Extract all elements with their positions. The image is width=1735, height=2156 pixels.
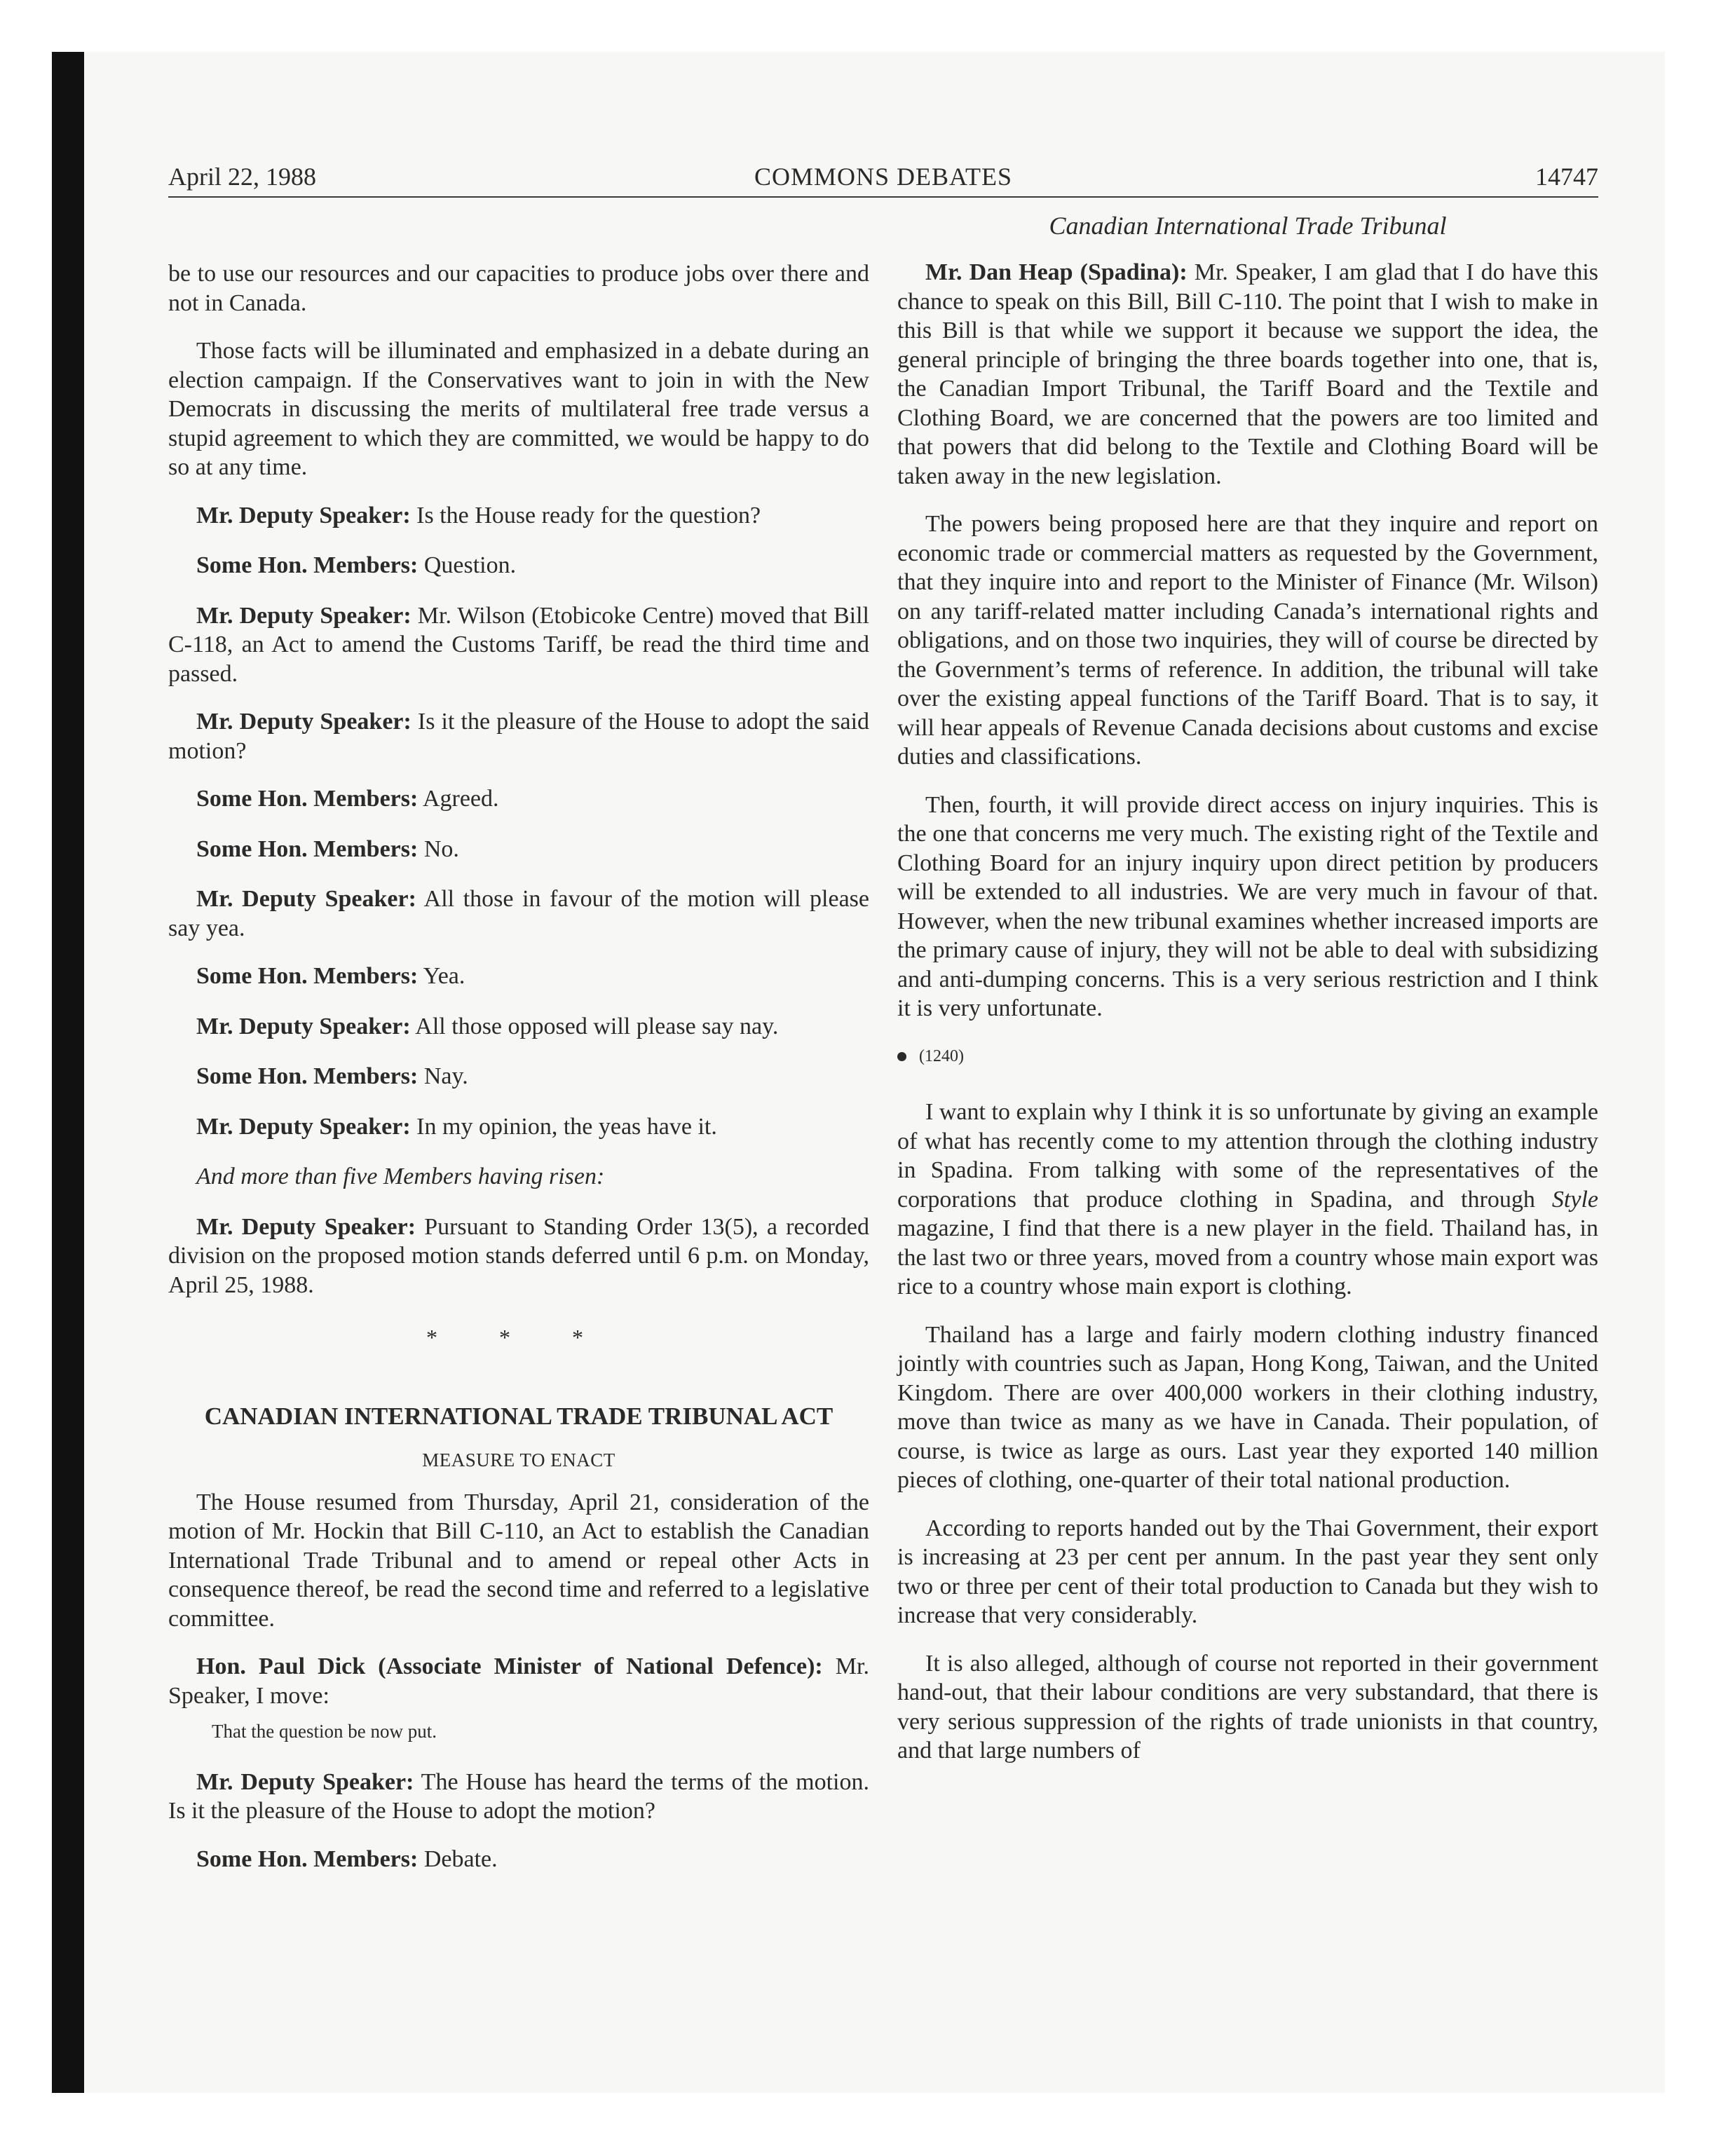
timestamp-marker bbox=[897, 1042, 1598, 1072]
speech bbox=[168, 784, 869, 814]
motion-quote: That the question be now put. bbox=[212, 1721, 437, 1742]
paragraph-text: magazine, I find that there is a new player in the field. Thailand has, in the last two or three years, moved from a country whose main export was rice to a country whose main export is clothing. bbox=[897, 1215, 1598, 1299]
speaker: Some Hon. Members: bbox=[196, 786, 419, 812]
speech-text: Nay. bbox=[418, 1063, 468, 1089]
speaker: Mr. Deputy Speaker: bbox=[196, 502, 411, 528]
speech-text: Mr. Speaker, I move: bbox=[168, 1653, 869, 1709]
speech-text: Mr. Speaker, I am glad that I do have this chance to speak on this Bill, Bill C-110. The point that I wish to make in this Bill is that while we support it because we support the idea, the general principle of bringing the three boards together into one, that is, the Canadian Import Tribunal, the Tariff Board and the Textile and Clothing Board, we are concerned that the powers are too limited and that powers that did belong to the Textile and Clothing Board will be taken away in the new legislation. bbox=[897, 259, 1598, 489]
speech-text: In my opinion, the yeas have it. bbox=[410, 1113, 717, 1140]
speech bbox=[168, 1768, 869, 1826]
speech-text: Agreed. bbox=[418, 786, 499, 812]
paragraph: Those facts will be illuminated and emphasized in a debate during an election campaign. If the Conservatives want to join in with the New Democrats in discussing the merits of multilateral free trade versus a stupid agreement to which they are committed, we would be happy to do so at any time. bbox=[168, 338, 869, 480]
left-column bbox=[168, 259, 869, 1892]
speaker: Some Hon. Members: bbox=[196, 835, 419, 862]
speaker: Mr. Dan Heap (Spadina): bbox=[925, 259, 1188, 285]
header-date: April 22, 1988 bbox=[168, 163, 316, 191]
running-head: Canadian International Trade Tribunal bbox=[1049, 212, 1447, 240]
header-rule bbox=[168, 196, 1598, 198]
speaker: Mr. Deputy Speaker: bbox=[196, 1768, 414, 1795]
speech-text: Is the House ready for the question? bbox=[410, 502, 761, 528]
scan-margin-top bbox=[0, 0, 1735, 52]
paragraph: The House resumed from Thursday, April 21, consideration of the motion of Mr. Hockin that Bill C-110, an Act to establish the Canadian International Trade Tribunal and to amend or repeal other Acts in consequence thereof, be read the second time and referred to a legislative committee. bbox=[168, 1489, 869, 1632]
paragraph: The powers being proposed here are that they inquire and report on economic trade or commercial matters as requested by the Government, that they inquire into and report to the Minister of Finance (Mr. Wilson) on any tariff-related matter including Canada’s international rights and obligations, and on those two inquiries, they will of course be directed by the Government’s terms of reference. In addition, the tribunal will take over the existing appeal functions of the Tariff Board. That is to say, it will hear appeals of Revenue Canada decisions about customs and excise duties and classifications. bbox=[897, 511, 1598, 770]
speaker: Some Hon. Members: bbox=[196, 552, 419, 578]
scan-margin-bottom bbox=[0, 2093, 1735, 2156]
speech bbox=[168, 501, 869, 531]
paragraph: It is also alleged, although of course not reported in their government hand-out, that their labour conditions are very substandard, that there is very serious suppression of the rights of trade unionists in that country, and that large numbers of bbox=[897, 1650, 1598, 1763]
speaker: Mr. Deputy Speaker: bbox=[196, 602, 411, 629]
paragraph: Then, fourth, it will provide direct access on injury inquiries. This is the one that concerns me very much. The existing right of the Textile and Clothing Board for an injury inquiry upon direct petition by producers will be extended to all industries. We are very much in favour of that. However, when the new tribunal examines whether increased imports are the primary cause of injury, they will not be able to deal with subsidizing and anti-dumping concerns. This is a very serious restriction and I think it is very unfortunate. bbox=[897, 791, 1598, 1021]
paragraph: be to use our resources and our capacities to produce jobs over there and not in Canada. bbox=[168, 261, 869, 316]
speech bbox=[168, 835, 869, 864]
speech-text: No. bbox=[418, 835, 459, 862]
speech-text: Yea. bbox=[418, 963, 465, 989]
speech-text: Is it the pleasure of the House to adopt the said motion? bbox=[168, 709, 870, 764]
scan-margin-left bbox=[0, 0, 52, 2156]
speaker: Hon. Paul Dick (Associate Minister of National Defence): bbox=[196, 1653, 823, 1679]
speech-text: All those in favour of the motion will please say yea. bbox=[168, 886, 870, 941]
speech bbox=[168, 885, 869, 943]
scan-margin-right bbox=[1665, 0, 1735, 2156]
speaker: Some Hon. Members: bbox=[196, 963, 419, 989]
speaker: Mr. Deputy Speaker: bbox=[196, 1113, 411, 1140]
speech-text: Debate. bbox=[418, 1845, 498, 1872]
speech-text: All those opposed will please say nay. bbox=[410, 1013, 779, 1039]
speaker: Mr. Deputy Speaker: bbox=[196, 709, 411, 735]
speech bbox=[168, 1012, 869, 1042]
timestamp: (1240) bbox=[919, 1046, 964, 1065]
scan-binding-edge bbox=[52, 52, 84, 2093]
speech bbox=[168, 707, 869, 765]
paragraph: According to reports handed out by the Thai Government, their export is increasing at 23 per cent per annum. In the past year they sent only two or three per cent of their total production to Canada but they wish to increase that very considerably. bbox=[897, 1515, 1598, 1628]
section-subtitle: MEASURE TO ENACT bbox=[422, 1449, 615, 1471]
speaker: Mr. Deputy Speaker: bbox=[196, 886, 416, 912]
header-title: COMMONS DEBATES bbox=[754, 163, 1013, 191]
speech-text: Question. bbox=[418, 552, 517, 578]
speaker: Mr. Deputy Speaker: bbox=[196, 1213, 416, 1240]
speech-text: Mr. Wilson (Etobicoke Centre) moved that Bill C-118, an Act to amend the Customs Tariff, be read the third time and passed. bbox=[168, 602, 869, 687]
header-page-number: 14747 bbox=[1535, 163, 1598, 191]
speech-text: Pursuant to Standing Order 13(5), a recorded division on the proposed motion stands deferred until 6 p.m. on Monday, April 25, 1988. bbox=[168, 1213, 869, 1298]
speech bbox=[168, 962, 869, 991]
page-header bbox=[168, 161, 1598, 200]
speech bbox=[168, 1213, 869, 1300]
speech bbox=[897, 258, 1598, 491]
speech bbox=[168, 1112, 869, 1142]
speech bbox=[168, 1845, 869, 1874]
paragraph-text: I want to explain why I think it is so unfortunate by giving an example of what has recently come to my attention through the clothing industry in Spadina. From talking with some of the representatives of the corporations that produce clothing in Spadina, and through bbox=[897, 1099, 1598, 1213]
speech bbox=[168, 1652, 869, 1710]
section-title: CANADIAN INTERNATIONAL TRADE TRIBUNAL ACT bbox=[204, 1402, 834, 1430]
speech bbox=[168, 601, 869, 689]
speaker: Some Hon. Members: bbox=[196, 1845, 419, 1872]
bullet-icon bbox=[897, 1052, 906, 1061]
speaker: Mr. Deputy Speaker: bbox=[196, 1013, 411, 1039]
right-column bbox=[897, 258, 1598, 1785]
stage-direction-text: And more than five Members having risen: bbox=[196, 1164, 605, 1189]
speech bbox=[168, 1062, 869, 1091]
speaker: Some Hon. Members: bbox=[196, 1063, 419, 1089]
magazine-title: Style bbox=[1551, 1186, 1598, 1213]
speech-text: The House has heard the terms of the motion. Is it the pleasure of the House to adopt the motion? bbox=[168, 1768, 869, 1824]
paragraph: Thailand has a large and fairly modern clothing industry financed jointly with countries such as Japan, Hong Kong, Taiwan, and the United Kingdom. There are over 400,000 workers in their clothing industry, move than twice as many as we have in Canada. Their population, of course, is twice as large as ours. Last year they exported 140 million pieces of clothing, one-quarter of their total national production. bbox=[897, 1321, 1598, 1493]
section-separator: * * * bbox=[426, 1325, 611, 1350]
paragraph bbox=[897, 1098, 1598, 1302]
speech bbox=[168, 551, 869, 580]
stage-direction bbox=[168, 1162, 869, 1192]
